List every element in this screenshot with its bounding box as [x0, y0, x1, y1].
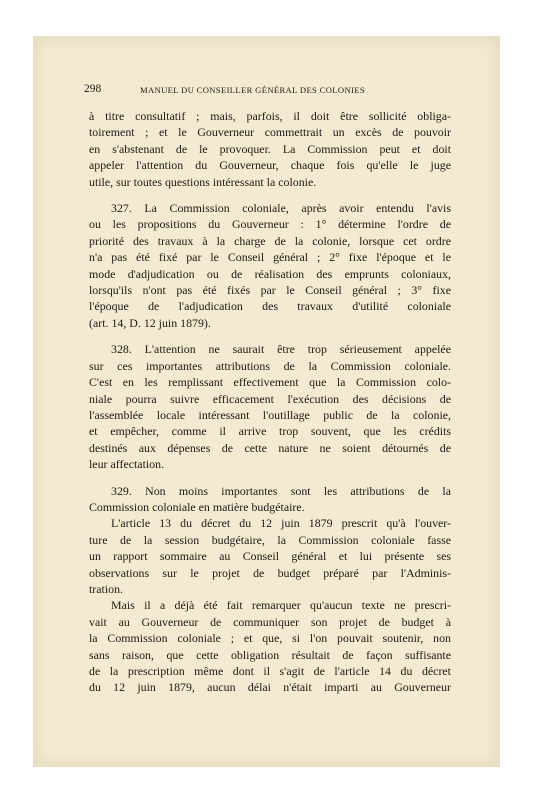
text-line: la Commission coloniale ; et que, si l'on pouvait soutenir, non: [89, 631, 451, 646]
text-line: en s'abstenant de le provoquer. La Commission peut et doit: [89, 141, 451, 156]
text-line: destinés aux dépenses de cette nature ne soient détournés de: [89, 440, 451, 455]
page-number: 298: [84, 83, 102, 95]
paragraph-326-end: [89, 108, 451, 190]
text-line: du 12 juin 1879, aucun délai n'était imparti au Gouverneur: [89, 680, 451, 695]
text-line: 328. L'attention ne saurait être trop sérieusement appelée: [111, 342, 451, 357]
text-line: leur affectation.: [89, 457, 165, 472]
text-line: sur ces importantes attributions de la Commission coloniale.: [89, 358, 451, 373]
text-line: L'article 13 du décret du 12 juin 1879 prescrit qu'à l'ouver-: [111, 516, 451, 531]
text-line: Mais il a déjà été fait remarquer qu'aucun texte ne prescri-: [111, 598, 451, 613]
paragraph-article-13: [89, 515, 451, 597]
text-line: 327. La Commission coloniale, après avoir entendu l'avis: [111, 201, 451, 216]
text-line: ture de la session budgétaire, la Commission coloniale fasse: [89, 532, 451, 547]
text-line: sans raison, que cette obligation résultait de façon suffisante: [89, 647, 451, 662]
text-line: l'assemblée locale intéressant l'outillage public de la colonie,: [89, 407, 451, 422]
text-line: mode d'adjudication ou de réalisation des emprunts coloniaux,: [89, 266, 451, 281]
text-line: n'a pas été fixé par le Conseil général ; 2° fixe l'époque et le: [89, 250, 451, 265]
running-title: MANUEL DU CONSEILLER GÉNÉRAL DES COLONIES: [140, 85, 365, 95]
text-line: (art. 14, D. 12 juin 1879).: [89, 315, 211, 330]
text-line: utile, sur toutes questions intéressant la colonie.: [89, 174, 317, 189]
body-text: [89, 108, 451, 696]
text-line: tration.: [89, 581, 124, 596]
text-line: de la prescription même dont il s'agit de l'article 14 du décret: [89, 664, 451, 678]
text-line: 329. Non moins importantes sont les attributions de la: [111, 483, 451, 498]
paragraph-328: [89, 341, 451, 472]
paragraph-329: [89, 483, 451, 516]
text-line: appeler l'attention du Gouverneur, chaque fois qu'elle le juge: [89, 158, 451, 173]
text-line: Commission coloniale en matière budgétaire.: [89, 499, 305, 514]
text-line: C'est en les remplissant effectivement que la Commission colo-: [89, 375, 451, 390]
text-line: vait au Gouverneur de communiquer son projet de budget à: [89, 614, 451, 629]
text-line: priorité des travaux à la charge de la colonie, lorsque cet ordre: [89, 233, 451, 248]
text-line: toirement ; et le Gouverneur commettrait un excès de pouvoir: [89, 125, 451, 140]
text-line: observations sur le projet de budget préparé par l'Adminis-: [89, 565, 451, 580]
text-line: l'époque de l'adjudication des travaux d'utilité coloniale: [89, 299, 451, 314]
text-line: lorsqu'ils n'ont pas été fixés par le Conseil général ; 3° fixe: [89, 283, 451, 298]
text-line: et empêcher, comme il arrive trop souvent, que les crédits: [89, 424, 451, 439]
paragraph-remark: [89, 597, 451, 695]
text-line: à titre consultatif ; mais, parfois, il doit être sollicité obliga-: [89, 109, 451, 123]
text-line: un rapport sommaire au Conseil général et lui présente ses: [89, 549, 451, 564]
text-line: niale pourra suivre efficacement l'exécution des décisions de: [89, 391, 451, 406]
text-line: ou les propositions du Gouverneur : 1° détermine l'ordre de: [89, 217, 451, 232]
paragraph-327: [89, 200, 451, 331]
